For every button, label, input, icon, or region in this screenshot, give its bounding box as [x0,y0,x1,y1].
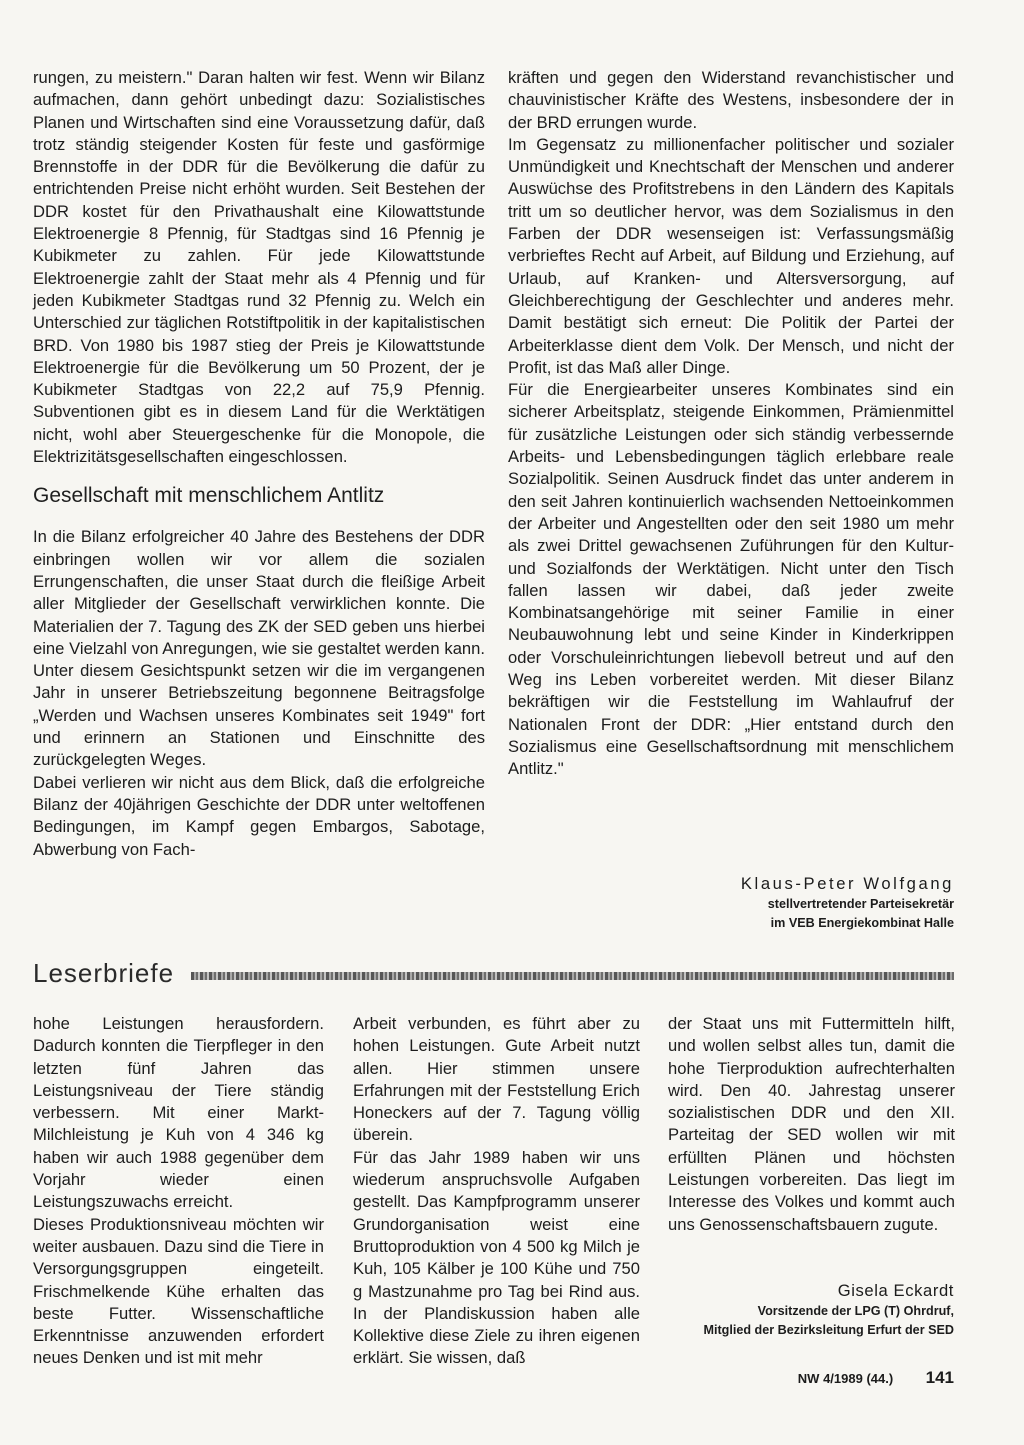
letter-paragraph: Für das Jahr 1989 haben wir uns wiederum anspruchsvolle Aufgaben gestellt. Das Kampfprogramm unserer Grundorganisation weist eine Bruttoproduktion von 4 500 kg Milch je Kuh, 105 Kälber je 100 Kühe und 750 g Mastzunahme pro Tag bei Rind aus. In der Plandiskussion haben alle Kollektive diese Ziele zu ihren eigenen erklärt. Sie wissen, daß [353,1147,640,1368]
letters-column-2 [353,1013,640,1370]
page-number: 141 [925,1368,954,1387]
author-role: stellvertretender Parteisekretär [767,897,954,911]
article-paragraph: Dabei verlieren wir nicht aus dem Blick, daß die erfolgreiche Bilanz der 40jährigen Geschichte der DDR unter weltoffenen Bedingungen, im Kampf gegen Embargos, Sabotage, Abwerbung von Fach- [33,772,485,859]
letter-signature [703,1280,954,1340]
article-paragraph: Im Gegensatz zu millionenfacher politischer und sozialer Unmündigkeit und Knechtschaft der Menschen und anderer Auswüchse des Profitstrebens in den Ländern des Kapitals tritt um so deutlicher hervor, was dem Sozialismus in den Farben der DDR wesenseigen ist: Verfassungsmäßig verbrieftes Recht auf Arbeit, auf Bildung und Erziehung, auf Urlaub, auf Kranken- und Altersversorgung, auf Gleichberechtigung der Geschlechter und anderes mehr. Damit bestätigt sich erneut: Die Politik der Partei der Arbeiterklasse dient dem Volk. Der Mensch, und nicht der Profit, ist das Maß aller Dinge. [508,134,954,377]
article-column-2 [508,67,954,781]
article-signature [741,873,954,933]
letter-author-affiliation: Mitglied der Bezirksleitung Erfurt der SED [703,1323,954,1337]
letters-column-1 [33,1013,324,1370]
letter-author-name: Gisela Eckardt [837,1281,954,1300]
article-paragraph: kräften und gegen den Widerstand revanchistischer und chauvinistischer Kräfte des Westens, insbesondere der in der BRD errungen wurde. [508,68,954,132]
letters-section-header [33,958,954,994]
article-column-1 [33,67,485,861]
author-name: Klaus-Peter Wolfgang [740,874,954,893]
section-heading: Gesellschaft mit menschlichem Antlitz [33,484,385,508]
letter-paragraph: Arbeit verbunden, es führt aber zu hohen Leistungen. Gute Arbeit nutzt allen. Hier stimmen unsere Erfahrungen mit der Feststellung Erich Honeckers auf der 7. Tagung völlig überein. [353,1014,640,1145]
author-affiliation: im VEB Energiekombinat Halle [770,916,954,930]
letters-section-title: Leserbriefe [33,958,175,988]
article-paragraph: In die Bilanz erfolgreicher 40 Jahre des Bestehens der DDR einbringen wollen wir vor allem die sozialen Errungenschaften, die unser Staat durch die fleißige Arbeit aller Mitglieder der Gesellschaft verwirklichen konnte. Die Materialien der 7. Tagung des ZK der SED geben uns hierbei eine Vielzahl von Anregungen, wie sie gestaltet werden kann. Unter diesem Gesichtspunkt setzen wir die im vergangenen Jahr in unserer Betriebszeitung begonnene Beitragsfolge „Werden und Wachsen unseres Kombinates seit 1949" fort und erinnern an Stationen und Einschnitte des zurückgelegten Weges. [33,527,485,770]
letters-column-3 [668,1013,955,1236]
article-paragraph: Für die Energiearbeiter unseres Kombinates sind ein sicherer Arbeitsplatz, steigende Einkommen, Prämienmittel für zusätzliche Leistungen oder sich ständig verbessernde Arbeits- und Lebensbedingungen täglich erlebbare reale Sozialpolitik. Seinen Ausdruck findet das unter anderem in den seit Jahren kontinuierlich wachsenden Nettoeinkommen der Arbeiter und Angestellten oder den seit 1980 um mehr als zwei Drittel gewachsenen Zuführungen für den Kultur- und Sozialfonds der Werktätigen. Nicht unter den Tisch fallen lassen wir dabei, daß jeder zweite Kombinatsangehörige mit seiner Familie in einer Neubauwohnung lebt und seine Kinder in Kinderkrippen oder Vorschuleinrichtungen liebevoll betreut und auf den Weg ins Leben vorbereitet werden. Mit dieser Bilanz bekräftigen wir die Feststellung im Wahlaufruf der Nationalen Front der DDR: „Hier entstand durch den Sozialismus eine Gesellschaftsordnung mit menschlichem Antlitz." [508,380,954,779]
letter-paragraph: Dieses Produktionsniveau möchten wir weiter ausbauen. Dazu sind die Tiere in Versorgungsgruppen eingeteilt. Frischmelkende Kühe erhalten das beste Futter. Wissenschaftliche Erkenntnisse anzuwenden erfordert neues Denken und ist mit mehr [33,1214,324,1368]
page-footer [798,1368,954,1388]
letter-paragraph: der Staat uns mit Futtermitteln hilft, und wollen selbst alles tun, damit die hohe Tierproduktion aufrechterhalten wird. Den 40. Jahrestag unserer sozialistischen DDR und den XII. Parteitag der SED wollen wir mit erfüllten Plänen und höchsten Leistungen vorbereiten. Das liegt im Interesse des Volkes und kommt auch uns Genossenschaftsbauern zugute. [668,1014,955,1234]
section-divider [191,972,954,980]
letter-author-role: Vorsitzende der LPG (T) Ohrdruf, [757,1304,954,1318]
issue-label: NW 4/1989 (44.) [797,1370,894,1386]
letter-paragraph: hohe Leistungen herausfordern. Dadurch konnten die Tierpfleger in den letzten fünf Jahren das Leistungsniveau der Tiere ständig verbessern. Mit einer Markt-Milchleistung je Kuh von 4 346 kg haben wir auch 1988 gegenüber dem Vorjahr wieder einen Leistungszuwachs erreicht. [33,1014,324,1212]
article-paragraph: rungen, zu meistern." Daran halten wir fest. Wenn wir Bilanz aufmachen, dann gehört unbedingt dazu: Sozialistisches Planen und Wirtschaften sind eine Voraussetzung dafür, daß trotz ständig steigender Kosten für feste und gasförmige Brennstoffe in der DDR für die Bevölkerung die dafür zu entrichtenden Preise nicht erhöht wurden. Seit Bestehen der DDR kostet für den Privathaushalt eine Kilowattstunde Elektroenergie 8 Pfennig, für Stadtgas sind 16 Pfennig je Kubikmeter zu zahlen. Für jede Kilowattstunde Elektroenergie zahlt der Staat mehr als 4 Pfennig und für jeden Kubikmeter Stadtgas rund 32 Pfennig zu. Welch ein Unterschied zur täglichen Rotstiftpolitik in der kapitalistischen BRD. Von 1980 bis 1987 stieg der Preis je Kilowattstunde Elektroenergie für die Bevölkerung um 50 Prozent, der je Kubikmeter Stadtgas von 22,2 auf 75,9 Pfennig. Subventionen gibt es in diesem Land für die Werktätigen nicht, wohl aber Steuergeschenke für die Monopole, die Elektrizitätsgesellschaften eingeschlossen. [33,68,485,467]
